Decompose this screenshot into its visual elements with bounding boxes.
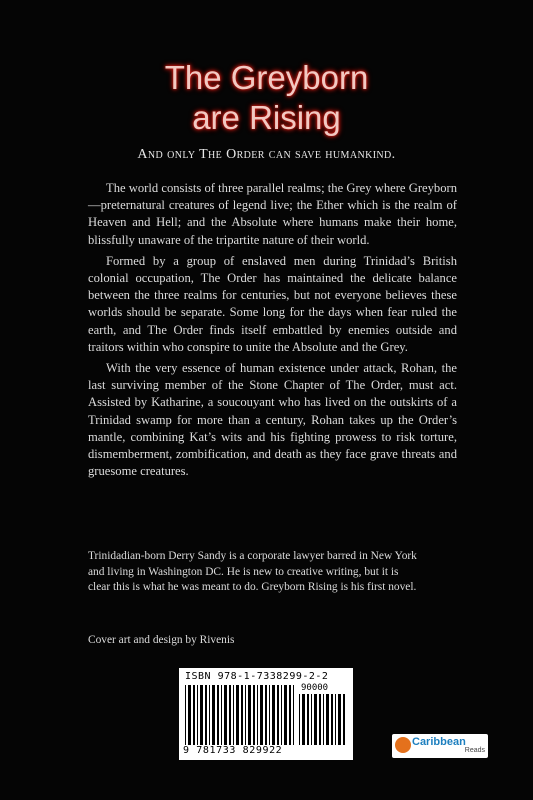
barcode-bar bbox=[236, 685, 239, 745]
book-title bbox=[0, 58, 533, 138]
barcode-bar bbox=[314, 694, 317, 745]
barcode-bar bbox=[335, 694, 336, 745]
isbn-label: ISBN 978-1-7338299-2-2 bbox=[185, 671, 329, 682]
barcode-bar bbox=[269, 685, 270, 745]
barcode-bar bbox=[272, 685, 275, 745]
tagline: And only The Order can save humankind. bbox=[137, 147, 396, 162]
barcode-bar bbox=[188, 685, 191, 745]
barcode-bar bbox=[284, 685, 287, 745]
barcode-bar bbox=[248, 685, 251, 745]
barcode-bar bbox=[326, 694, 329, 745]
barcode-bar bbox=[241, 685, 243, 745]
barcode-bar bbox=[185, 685, 186, 745]
addon-number: 90000 bbox=[301, 683, 329, 693]
barcode-bar bbox=[209, 685, 210, 745]
barcode-bar bbox=[257, 685, 258, 745]
blurb-paragraph: The world consists of three parallel realms; the Grey where Greyborn—preternatural creatures of legend live; the Ether which is the realm of Heaven and Hell; and the Absolute where humans make their home, blissfully unaware of the tripartite nature of their world. bbox=[88, 181, 457, 247]
ean-number: 9 781733 829922 bbox=[183, 745, 283, 756]
barcode-bar bbox=[319, 694, 321, 745]
publisher-sub: Reads bbox=[464, 747, 485, 754]
barcode-bar bbox=[224, 685, 227, 745]
publisher-logo bbox=[392, 734, 488, 758]
barcode-bar bbox=[193, 685, 195, 745]
title-line-1: The Greyborn bbox=[164, 59, 369, 96]
title-line-2: are Rising bbox=[192, 99, 341, 136]
barcode-bar bbox=[265, 685, 267, 745]
barcode-bar bbox=[299, 694, 300, 745]
author-bio: Trinidadian-born Derry Sandy is a corporate lawyer barred in New York and living in Washington DC. He is new to creative writing, but it is clear this is what he was meant to do. Greyborn Rising is his first novel. bbox=[88, 550, 417, 594]
cover-credit: Cover art and design by Rivenis bbox=[88, 634, 235, 646]
blurb bbox=[88, 180, 457, 484]
barcode-bar bbox=[331, 694, 333, 745]
barcode-bar bbox=[245, 685, 246, 745]
barcode-bar bbox=[311, 694, 312, 745]
addon-barcode-icon bbox=[299, 694, 347, 745]
publisher-mark-icon bbox=[395, 737, 411, 753]
barcode-bar bbox=[217, 685, 219, 745]
barcode-bar bbox=[200, 685, 203, 745]
barcode-bar bbox=[293, 685, 294, 745]
barcode-bar bbox=[221, 685, 222, 745]
publisher-name: Caribbean bbox=[412, 736, 466, 748]
barcode-bar bbox=[253, 685, 255, 745]
barcode-bar bbox=[205, 685, 207, 745]
barcode-bar bbox=[229, 685, 231, 745]
barcode-bar bbox=[233, 685, 234, 745]
barcode-bar bbox=[289, 685, 291, 745]
barcode-bar bbox=[281, 685, 282, 745]
barcode-bar bbox=[323, 694, 324, 745]
barcode-bar bbox=[302, 694, 305, 745]
barcode-bar bbox=[277, 685, 279, 745]
ean-barcode-icon bbox=[185, 685, 297, 745]
barcode-bar bbox=[338, 694, 341, 745]
blurb-paragraph: With the very essence of human existence under attack, Rohan, the last surviving member of the Stone Chapter of The Order, must act. Assisted by Katharine, a soucouyant who has lived on the outskirts of a Trinidad swamp for more than a century, Rohan takes up the Order’s mantle, combining Kat’s wits and his fighting prowess to risk torture, dismemberment, zombification, and death as they face grave threats and gruesome creatures. bbox=[88, 361, 457, 479]
barcode-bar bbox=[197, 685, 198, 745]
barcode-bar bbox=[343, 694, 345, 745]
barcode-bar bbox=[307, 694, 309, 745]
barcode-bar bbox=[260, 685, 263, 745]
blurb-paragraph: Formed by a group of enslaved men during Trinidad’s British colonial occupation, The Order has maintained the delicate balance between the three realms for centuries, but not everyone believes these worlds should be separate. Some long for the days when fear ruled the earth, and The Order finds itself embattled by enemies outside and traitors within who conspire to unite the Absolute and the Grey. bbox=[88, 253, 457, 354]
isbn-barcode bbox=[179, 668, 353, 760]
barcode-bar bbox=[212, 685, 215, 745]
